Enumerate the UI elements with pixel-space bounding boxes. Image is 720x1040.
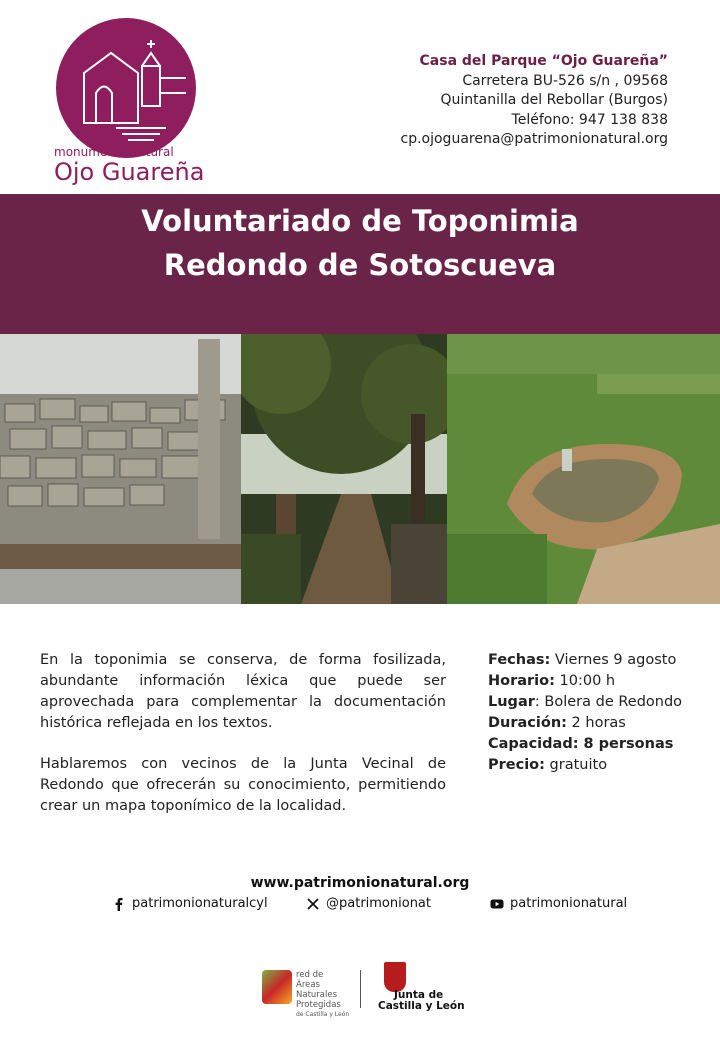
stone-trough-photo	[447, 334, 720, 604]
youtube-icon	[490, 897, 504, 911]
facebook-handle: patrimonionaturalcyl	[132, 896, 268, 911]
detail-label: Lugar	[488, 694, 535, 710]
logo-emblem	[56, 18, 196, 158]
description-paragraph-2: Hablaremos con vecinos de la Junta Vecinal de Redondo que ofrecerán su conocimiento, permitiendo crear un mapa toponímico de la localidad.	[40, 756, 446, 814]
youtube-link[interactable]	[490, 896, 627, 911]
institution-logos	[262, 960, 465, 1018]
rnap-line: Naturales	[296, 990, 338, 1000]
detail-dates	[488, 650, 708, 671]
contact-phone: Teléfono: 947 138 838	[511, 111, 668, 128]
detail-time	[488, 671, 708, 692]
title-banner	[0, 194, 720, 334]
detail-value: 10:00 h	[554, 673, 616, 689]
jcyl-label	[378, 990, 465, 1012]
rnap-line: Áreas	[296, 980, 320, 990]
contact-block	[401, 52, 669, 150]
page-subtitle: Redondo de Sotoscueva	[163, 248, 557, 282]
rnap-line: red de	[296, 970, 324, 980]
rnap-line: de Castilla y León	[296, 1011, 350, 1018]
contact-address-line2: Quintanilla del Rebollar (Burgos)	[440, 92, 668, 108]
detail-label: Duración:	[488, 715, 567, 731]
facebook-link[interactable]	[112, 896, 268, 911]
youtube-handle: patrimonionatural	[510, 896, 628, 911]
contact-email[interactable]: cp.ojoguarena@patrimonionatural.org	[400, 131, 668, 147]
twitter-handle: @patrimonionat	[326, 896, 431, 911]
detail-duration	[488, 713, 708, 734]
detail-label: Capacidad: 8 personas	[488, 736, 674, 752]
jcyl-shield-icon	[384, 962, 406, 992]
jcyl-line2: Castilla y León	[378, 1000, 465, 1012]
twitter-link[interactable]	[306, 896, 431, 911]
detail-price	[488, 755, 708, 776]
event-details	[488, 650, 708, 776]
page-title: Voluntariado de Toponimia	[141, 204, 579, 238]
detail-label: Precio:	[488, 757, 545, 773]
forest-path-photo	[241, 334, 447, 604]
logo-title: Ojo Guareña	[54, 158, 205, 186]
rnap-label	[296, 970, 349, 1020]
chapel-drawing-icon	[56, 18, 196, 158]
logo-subtitle: monumento natural	[54, 145, 174, 159]
detail-label: Horario:	[488, 673, 555, 689]
ojo-guarena-logo	[50, 18, 230, 193]
stone-wall-photo	[0, 334, 241, 604]
detail-place	[488, 692, 708, 713]
website-link[interactable]: www.patrimonionatural.org	[250, 875, 470, 891]
rnap-logo-icon	[262, 970, 292, 1004]
jcyl-line1: Junta de	[394, 989, 444, 1001]
detail-value: Viernes 9 agosto	[550, 652, 677, 668]
description-paragraph-1: En la toponimia se conserva, de forma fosilizada, abundante información léxica que puede ser aprovechada para complementar la documentación histórica reflejada en los textos.	[40, 652, 446, 731]
facebook-icon	[112, 897, 126, 911]
contact-org: Casa del Parque “Ojo Guareña”	[419, 53, 668, 69]
detail-label: Fechas:	[488, 652, 551, 668]
detail-capacity	[488, 734, 708, 755]
event-description	[40, 650, 446, 837]
logo-divider	[360, 970, 361, 1008]
detail-value: 2 horas	[566, 715, 626, 731]
contact-address-line1: Carretera BU-526 s/n , 09568	[462, 72, 668, 89]
x-icon	[306, 897, 320, 911]
detail-value: : Bolera de Redondo	[534, 694, 683, 710]
detail-value: gratuito	[544, 757, 608, 773]
rnap-line: Protegidas	[296, 1000, 341, 1010]
